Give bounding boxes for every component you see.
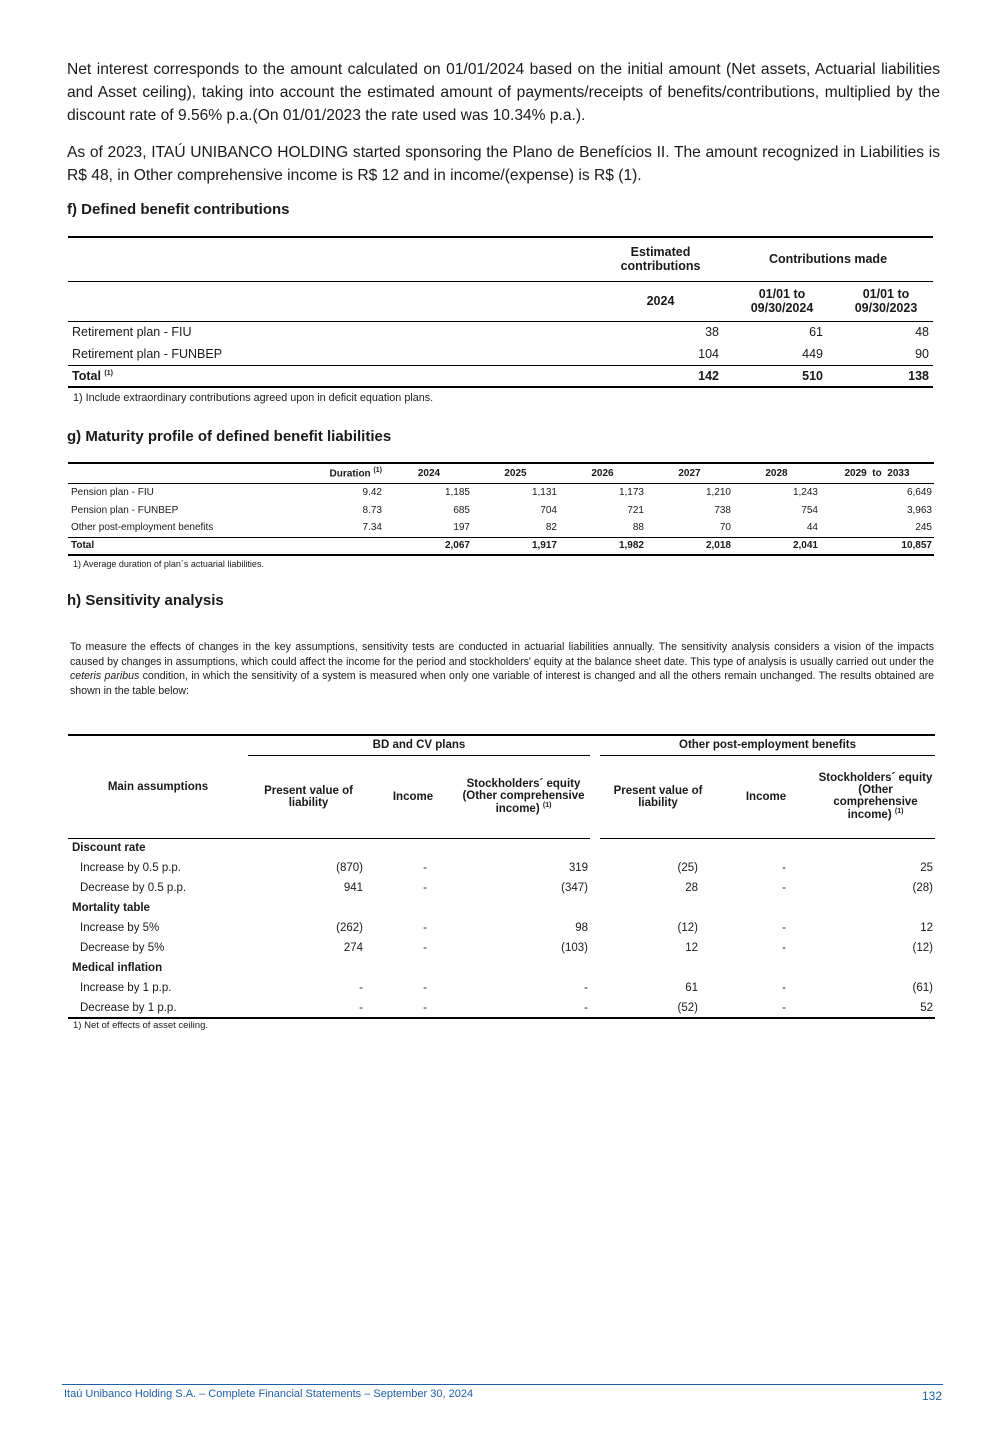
footer-text: Itaú Unibanco Holding S.A. – Complete Financial Statements – September 30, 2024 [64,1388,474,1400]
header-2024: 2024 [646,294,675,308]
header-other-post-employment: Other post-employment benefits [600,735,935,755]
header-main-assumptions: Main assumptions [68,735,248,838]
table-row: Decrease by 0.5 p.p. 941 - (347) 28 - (28) [80,882,933,894]
section-f-title: f) Defined benefit contributions [67,201,290,218]
group-row: Discount rate [72,842,146,855]
header-equity-bd: Stockholders´ equity (Other comprehensive income) $^{(1)}$ [457,755,590,838]
header-contributions-made: Contributions made [723,237,933,281]
header-2024: 2024 [417,467,441,479]
contributions-table [68,236,933,388]
table-row: Retirement plan - FIU 38 61 48 [68,321,933,343]
section-h-footnote: 1) Net of effects of asset ceiling. [73,1020,209,1031]
intro-paragraph-2: As of 2023, ITAÚ UNIBANCO HOLDING started sponsoring the Plano de Benefícios II. The amount recognized in Liabilities is R$ 48, in Other comprehensive income is R$ 12 and in income/(expense) is R$ (1). [67,144,940,184]
maturity-profile-table [68,462,934,556]
table-row: Retirement plan - FUNBEP 104 449 90 [72,346,929,361]
table-row: Decrease by 1 p.p. - - - (52) - 52 [68,998,935,1018]
total-row: Total $^{(1)}$ 142 510 138 [68,365,933,387]
sensitivity-table [68,734,935,1019]
header-income-bd: Income [369,755,457,838]
table-row: Increase by 0.5 p.p. (870) - 319 (25) - 25 [80,862,933,874]
header-2028: 2028 [765,467,788,479]
section-h-title: h) Sensitivity analysis [67,592,224,609]
header-pv-liability-other: Present value of liability [600,755,716,838]
header-period-2023: 01/01 to 09/30/2023 [854,287,918,315]
table-row: Increase by 5% (262) - 98 (12) - 12 [80,922,933,934]
table-row: Decrease by 5% 274 - (103) 12 - (12) [80,942,933,954]
page-number: 132 [921,1389,942,1403]
table-row: Pension plan - FUNBEP 8.73 685 704 721 738 754 3,963 [71,504,932,516]
header-2029-2033: 2029 to 2033 [844,467,910,479]
header-2027: 2027 [678,467,701,479]
header-pv-liability-bd: Present value of liability [248,755,369,838]
header-estimated-contributions: Estimated contributions [598,237,723,281]
header-income-other: Income [716,755,816,838]
table-row: Increase by 1 p.p. - - - 61 - (61) [80,982,933,994]
group-row: Mortality table [72,902,150,914]
section-g-footnote: 1) Average duration of plan´s actuarial liabilities. [73,559,264,569]
intro-paragraph-1: Net interest corresponds to the amount calculated on 01/01/2024 based on the initial amount (Net assets, Actuarial liabilities and Asset ceiling), taking into account the estimated amount of payments/receipts of benefits/contributions, multiplied by the discount rate of 9.56% p.a.(On 01/01/2023 the rate used was 10.34% p.a.). [67,61,940,124]
group-row: Medical inflation [72,962,163,974]
table-row: Pension plan - FIU 9.42 1,185 1,131 1,173 1,210 1,243 6,649 [71,486,932,498]
header-2026: 2026 [591,467,614,479]
section-g-title: g) Maturity profile of defined benefit liabilities [67,428,392,445]
sensitivity-description: To measure the effects of changes in the key assumptions, sensitivity tests are conducted in actuarial liabilities annually. The sensitivity analysis considers a vision of the impacts caused by changes in assumptions, which could affect the income for the period and stockholders' equity at the balance sheet date. This type of analysis is usually carried out under the ceteris paribus condition, in which the sensitivity of a system is measured when only one variable of interest is changed and all the others remain unchanged. The results obtained are shown in the table below: [70,641,935,697]
header-period-2024: 01/01 to 09/30/2024 [750,287,814,315]
section-f-footnote: 1) Include extraordinary contributions agreed upon in deficit equation plans. [73,392,434,404]
total-row: Total 2,067 1,917 1,982 2,018 2,041 10,857 [68,537,934,555]
header-2025: 2025 [504,467,527,479]
header-equity-other: Stockholders´ equity (Other comprehensive income) $^{(1)}$ [816,755,935,838]
header-bd-cv-plans: BD and CV plans [248,735,590,755]
header-duration: Duration $^{(1)}$ [329,467,382,480]
footer-divider [62,1384,943,1385]
table-row: Other post-employment benefits 7.34 197 82 88 70 44 245 [71,522,932,534]
